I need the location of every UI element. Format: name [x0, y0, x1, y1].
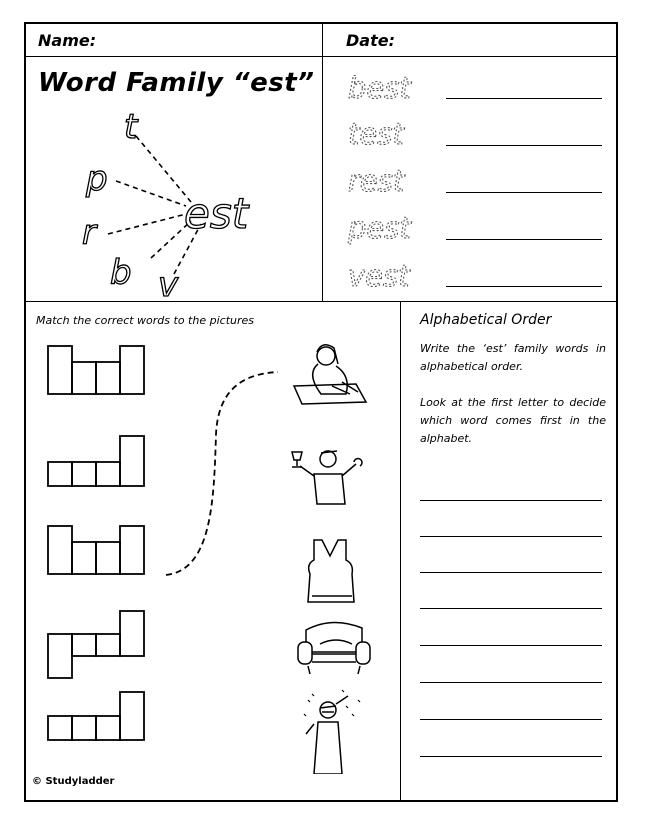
trace-word: vest — [348, 259, 410, 293]
trophy-winner-picture — [292, 451, 362, 504]
family-letter: v — [158, 265, 179, 302]
family-letter: r — [82, 213, 96, 253]
page-title: Word Family “est” — [38, 68, 315, 98]
writing-line — [420, 719, 602, 720]
divider — [26, 301, 616, 302]
section-heading: Alphabetical Order — [420, 312, 552, 328]
person-writing-test-picture — [294, 345, 366, 404]
writing-line — [446, 286, 602, 287]
trace-word: test — [348, 117, 404, 151]
worksheet — [24, 22, 618, 802]
divider — [26, 56, 616, 57]
pest-bugs-picture — [304, 690, 360, 774]
trace-word: pest — [348, 211, 411, 245]
example-match-line — [166, 372, 278, 575]
writing-line — [446, 192, 602, 193]
vest-picture — [308, 540, 354, 602]
writing-line — [420, 500, 602, 501]
instruction-text: Look at the first letter to decide which word comes first in the alphabet. — [420, 396, 606, 445]
writing-line — [446, 98, 602, 99]
word-shape-box — [48, 692, 144, 740]
word-shape-box — [48, 436, 144, 486]
word-shape-box — [48, 526, 144, 574]
word-shape-box — [48, 346, 144, 394]
date-label: Date: — [346, 31, 395, 50]
writing-line — [446, 145, 602, 146]
family-letter: t — [124, 107, 138, 147]
writing-line — [420, 536, 602, 537]
instruction-text: Write the ‘est’ family words in alphabetical order. — [420, 342, 606, 373]
writing-line — [420, 645, 602, 646]
copyright-notice — [32, 776, 114, 787]
sofa-rest-picture — [298, 622, 370, 674]
matching-instruction: Match the correct words to the pictures — [36, 314, 254, 327]
trace-word-list — [344, 60, 614, 300]
writing-line — [446, 239, 602, 240]
copyright-symbol: © — [32, 776, 42, 787]
matching-area — [36, 334, 396, 774]
writing-line — [420, 756, 602, 757]
family-letter: b — [110, 253, 132, 293]
trace-word: rest — [348, 164, 405, 198]
writing-line — [420, 572, 602, 573]
word-shape-box — [48, 611, 144, 678]
divider — [400, 301, 401, 800]
name-label: Name: — [38, 31, 97, 50]
family-letter: p — [86, 159, 108, 199]
family-ending: est — [184, 189, 249, 238]
trace-word: best — [348, 71, 411, 105]
writing-line — [420, 682, 602, 683]
word-family-diagram — [66, 106, 306, 302]
writing-line — [420, 608, 602, 609]
brand-name: Studyladder — [45, 776, 115, 787]
divider — [322, 24, 323, 302]
